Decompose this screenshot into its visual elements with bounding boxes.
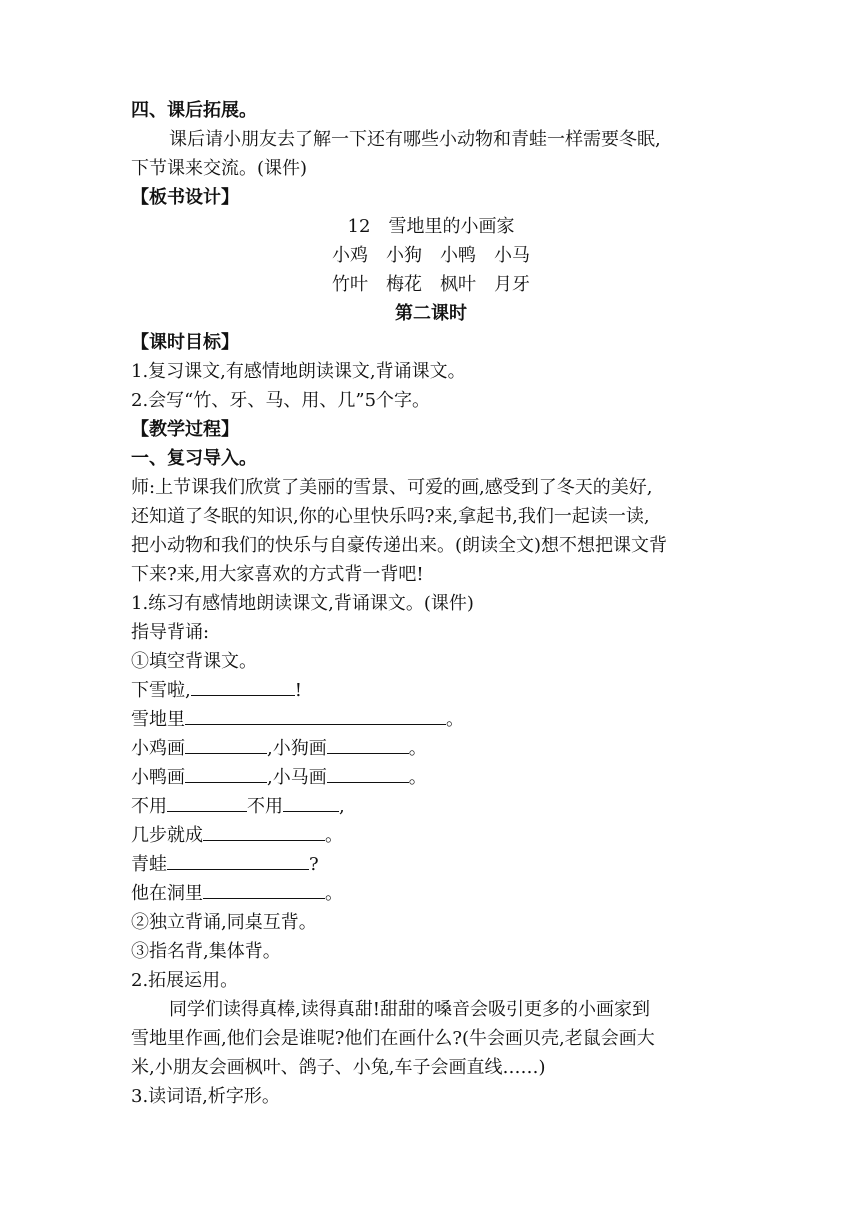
- fill-punct: 。: [325, 825, 343, 846]
- teacher-line: 下来?来,用大家喜欢的方式背一背吧!: [131, 564, 424, 585]
- fill-prompt: 下雪啦,: [131, 680, 191, 701]
- board-word: 竹叶: [332, 274, 368, 295]
- fill-prompt: 不用: [131, 796, 167, 817]
- fill-line: [131, 821, 731, 850]
- process-heading: 【教学过程】: [131, 419, 239, 440]
- step-heading: 一、复习导入。: [131, 448, 257, 469]
- fill-line: [131, 792, 731, 821]
- fill-blank: [283, 793, 339, 812]
- fill-prompt: ,小狗画: [267, 738, 327, 759]
- guide-label: 指导背诵:: [131, 622, 210, 643]
- section4-paragraph-line: 课后请小朋友去了解一下还有哪些小动物和青蛙一样需要冬眠,: [169, 129, 661, 150]
- practice-item: 1.练习有感情地朗读课文,背诵课文。(课件): [131, 593, 474, 614]
- section4-paragraph-line: 下节课来交流。(课件): [131, 158, 308, 179]
- fill-prompt: 小鸭画: [131, 767, 185, 788]
- objectives-heading: 【课时目标】: [131, 332, 239, 353]
- fill-line: [131, 734, 731, 763]
- fill-punct: 。: [446, 709, 464, 730]
- fill-blank: [327, 735, 409, 754]
- section4-heading: 四、课后拓展。: [131, 100, 257, 121]
- teacher-line: 师:上节课我们欣赏了美丽的雪景、可爱的画,感受到了冬天的美好,: [131, 477, 653, 498]
- fill-blank: [185, 735, 267, 754]
- fill-prompt: 他在洞里: [131, 883, 203, 904]
- fill-blank: [203, 822, 325, 841]
- fill-prompt: 青蛙: [131, 854, 167, 875]
- fill-punct: !: [294, 680, 302, 701]
- fill-blank: [203, 880, 325, 899]
- board-word: 梅花: [386, 274, 422, 295]
- fill-line: [131, 763, 731, 792]
- board-title: 12 雪地里的小画家: [347, 216, 515, 237]
- teacher-line: 把小动物和我们的快乐与自豪传递出来。(朗读全文)想不想把课文背: [131, 535, 668, 556]
- objective-item: 2.会写“竹、牙、马、用、几”5个字。: [131, 390, 431, 411]
- board-word: 小鸡: [332, 245, 368, 266]
- fill-punct: 。: [325, 883, 343, 904]
- fill-punct: 。: [408, 738, 427, 759]
- fill-blank: [167, 793, 247, 812]
- fill-prompt: 几步就成: [131, 825, 203, 846]
- extension-line: 米,小朋友会画枫叶、鸽子、小兔,车子会画直线……): [131, 1057, 546, 1078]
- extension-line: 同学们读得真棒,读得真甜!甜甜的嗓音会吸引更多的小画家到: [169, 999, 650, 1020]
- fill-blank: [185, 706, 446, 725]
- sub-step: ②独立背诵,同桌互背。: [131, 912, 317, 933]
- board-row-animals: [131, 241, 731, 270]
- document-page: [131, 96, 731, 1111]
- practice-item: 3.读词语,析字形。: [131, 1086, 280, 1107]
- fill-blank: [167, 851, 309, 870]
- practice-item: 2.拓展运用。: [131, 970, 239, 991]
- fill-punct: ,: [339, 796, 345, 817]
- board-word: 小马: [494, 245, 530, 266]
- fill-punct: 。: [408, 767, 427, 788]
- lesson-title: 第二课时: [395, 303, 467, 324]
- board-word: 小鸭: [440, 245, 476, 266]
- fill-punct: ?: [309, 854, 319, 875]
- fill-blank: [327, 764, 409, 783]
- fill-line: [131, 879, 731, 908]
- fill-prompt: 不用: [247, 796, 283, 817]
- fill-prompt: 雪地里: [131, 709, 185, 730]
- objective-item: 1.复习课文,有感情地朗读课文,背诵课文。: [131, 361, 466, 382]
- extension-line: 雪地里作画,他们会是谁呢?他们在画什么?(牛会画贝壳,老鼠会画大: [131, 1028, 655, 1049]
- fill-line: [131, 850, 731, 879]
- fill-prompt: ,小马画: [267, 767, 327, 788]
- fill-line: [131, 705, 731, 734]
- teacher-line: 还知道了冬眠的知识,你的心里快乐吗?来,拿起书,我们一起读一读,: [131, 506, 650, 527]
- board-word: 小狗: [386, 245, 422, 266]
- fill-blank: [191, 677, 295, 696]
- fill-blank: [185, 764, 267, 783]
- board-word: 枫叶: [440, 274, 476, 295]
- sub-step: ③指名背,集体背。: [131, 941, 281, 962]
- board-row-drawings: [131, 270, 731, 299]
- board-word: 月牙: [494, 274, 530, 295]
- fill-line: [131, 676, 731, 705]
- board-design-heading: 【板书设计】: [131, 187, 239, 208]
- fill-prompt: 小鸡画: [131, 738, 185, 759]
- sub-step: ①填空背课文。: [131, 651, 257, 672]
